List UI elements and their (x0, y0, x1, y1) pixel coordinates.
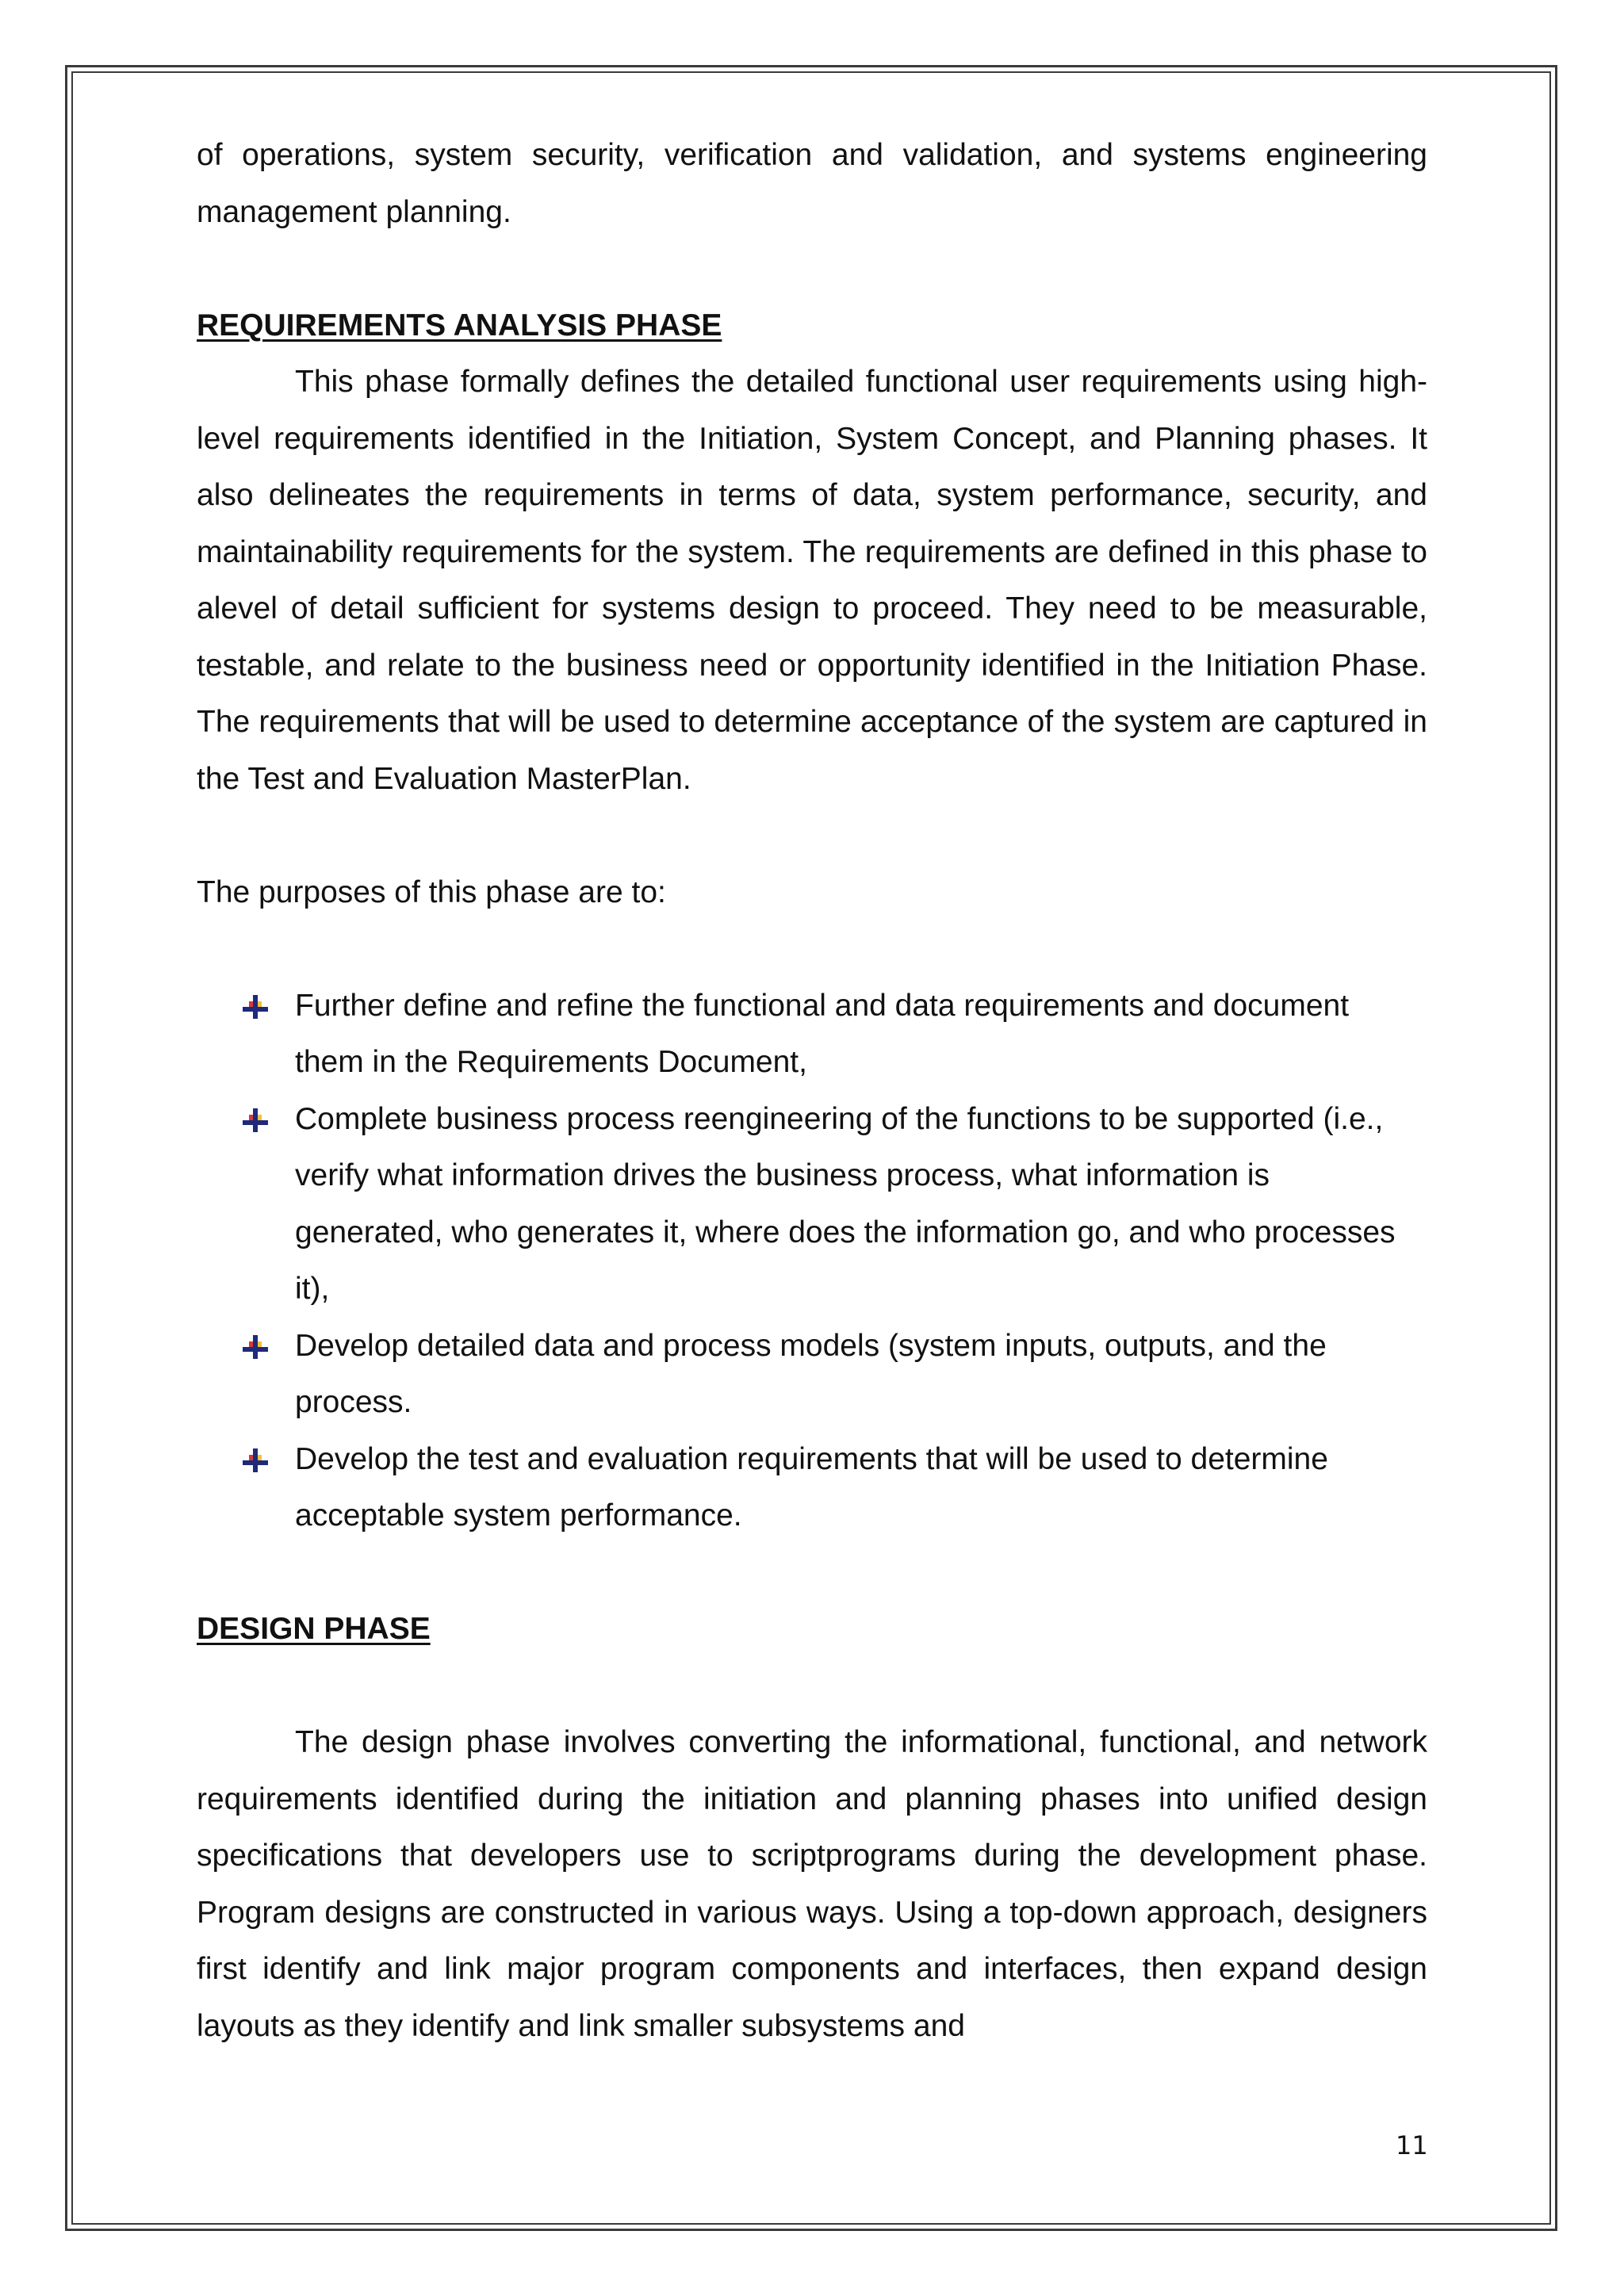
list-item (295, 1318, 1405, 1431)
list-item-text: Develop the test and evaluation requirements that will be used to determine acceptable system performance. (295, 1441, 1328, 1533)
requirements-heading: REQUIREMENTS ANALYSIS PHASE (197, 308, 722, 342)
design-paragraph: The design phase involves converting the informational, functional, and network requirements identified during the initiation and planning phases into unified design specifications that developers use to scriptprograms during the development phase. Program designs are constructed in various ways. Using a top-down approach, designers first identify and link major program components and interfaces, then expand design layouts as they identify and link smaller subsystems and (197, 1725, 1427, 2043)
requirements-paragraph: This phase formally defines the detailed functional user requirements using high-level requirements identified in the Initiation, System Concept, and Planning phases. It also delineates the requirements in terms of data, system performance, security, and maintainability requirements for the system. The requirements are defined in this phase to alevel of detail sufficient for systems design to proceed. They need to be measurable, testable, and relate to the business need or opportunity identified in the Initiation Phase. The requirements that will be used to determine acceptance of the system are captured in the Test and Evaluation MasterPlan. (197, 365, 1427, 796)
spacer (197, 1658, 1427, 1715)
list-item-text: Develop detailed data and process models (system inputs, outputs, and the process. (295, 1328, 1327, 1419)
list-item (295, 978, 1405, 1091)
purposes-intro: The purposes of this phase are to: (197, 874, 666, 909)
intro-paragraph: of operations, system security, verification and validation, and systems engineering management planning. (197, 138, 1427, 229)
list-item (295, 1091, 1405, 1318)
page-number: 11 (1396, 2130, 1428, 2160)
cross-bullet-icon (243, 995, 268, 1019)
purposes-list (197, 978, 1405, 1544)
list-item-text: Complete business process reengineering of the functions to be supported (i.e., verify what information drives the business process, what information is generated, who generates it, where does the information go, and who processes it), (295, 1101, 1396, 1306)
spacer (197, 240, 1427, 297)
spacer (197, 920, 1427, 978)
cross-bullet-icon (243, 1335, 268, 1359)
spacer (197, 807, 1427, 864)
list-item-text: Further define and refine the functional and data requirements and document them in the Requirements Document, (295, 988, 1350, 1079)
page-content (197, 127, 1427, 2054)
list-item (295, 1431, 1405, 1544)
cross-bullet-icon (243, 1448, 268, 1472)
design-heading: DESIGN PHASE (197, 1612, 431, 1646)
cross-bullet-icon (243, 1108, 268, 1132)
spacer (197, 1544, 1427, 1601)
